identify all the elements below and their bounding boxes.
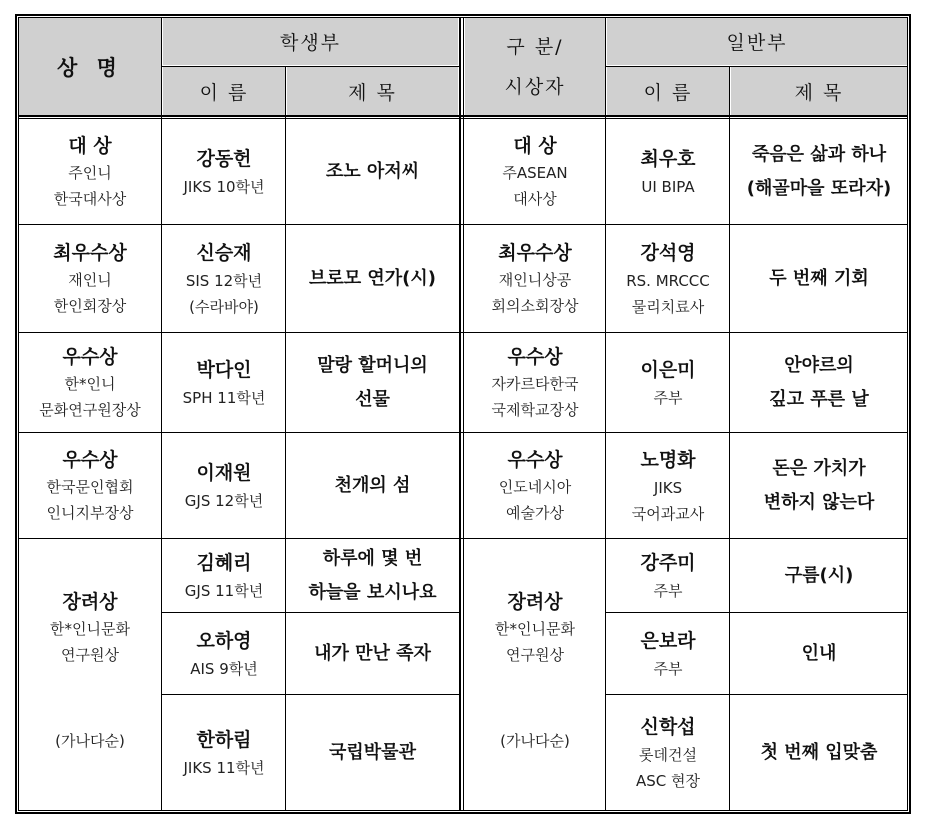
general-title-cell-3 xyxy=(731,334,907,432)
header-category-line1: 구 분/ xyxy=(506,36,564,58)
left-award-cell-5 xyxy=(19,540,161,810)
header-category-cell xyxy=(465,18,605,116)
general-name: 강주미 xyxy=(640,552,696,574)
general-title-cell-7 xyxy=(731,696,907,810)
student-info: JIKS 10학년 xyxy=(183,178,265,196)
general-name-cell-4 xyxy=(607,434,729,538)
student-info: GJS 11학년 xyxy=(184,582,264,600)
general-name-cell-2 xyxy=(607,226,729,332)
student-info: AIS 9학년 xyxy=(190,660,258,678)
right-award-presenter: 한*인니문화 xyxy=(495,620,575,638)
center-divider-right xyxy=(463,17,464,811)
general-name-cell-1 xyxy=(607,120,729,224)
student-name: 강동헌 xyxy=(196,148,252,170)
general-name-cell-5 xyxy=(607,540,729,612)
left-award-presenter: 한국대사상 xyxy=(53,190,127,208)
general-info: 주부 xyxy=(653,389,683,407)
student-name: 오하영 xyxy=(196,630,252,652)
left-award-name: 대 상 xyxy=(68,135,112,157)
left-award-presenter: 연구원상 xyxy=(61,646,119,664)
student-title: 국립박물관 xyxy=(329,742,416,763)
header-general-name-label: 이 름 xyxy=(643,82,693,104)
general-name-cell-3 xyxy=(607,334,729,432)
general-title: 구름(시) xyxy=(784,565,854,586)
col-line-left-1 xyxy=(161,17,162,811)
left-award-presenter: 인니지부장상 xyxy=(46,504,134,522)
center-divider-left xyxy=(459,17,461,811)
sub-row-line-left-2 xyxy=(161,694,459,695)
general-info: JIKS xyxy=(653,479,683,497)
student-name-cell-3 xyxy=(163,334,285,432)
left-award-presenter: 한국문인협회 xyxy=(46,478,134,496)
left-award-cell-2 xyxy=(19,226,161,332)
right-award-presenter: 예술가상 xyxy=(506,504,564,522)
general-info: 물리치료사 xyxy=(631,298,705,316)
general-info: 주부 xyxy=(653,582,683,600)
header-general-title-cell xyxy=(731,67,907,116)
general-title: 두 번째 기회 xyxy=(769,268,869,289)
student-title: 천개의 섬 xyxy=(334,475,411,496)
right-award-name: 대 상 xyxy=(513,135,557,157)
right-award-presenter: 대사상 xyxy=(513,190,557,208)
student-title-cell-1 xyxy=(287,120,458,224)
student-info: (수라바야) xyxy=(189,298,259,316)
student-info: SIS 12학년 xyxy=(185,272,263,290)
general-title: 변하지 않는다 xyxy=(763,492,875,513)
general-info: ASC 현장 xyxy=(635,772,700,790)
header-student-name-label: 이 름 xyxy=(199,82,249,104)
left-award-cell-3 xyxy=(19,334,161,432)
general-name: 은보라 xyxy=(640,630,696,652)
student-title: 하늘을 보시나요 xyxy=(308,582,437,603)
sub-row-line-left-1 xyxy=(161,612,459,613)
student-info: GJS 12학년 xyxy=(184,492,264,510)
student-info: JIKS 11학년 xyxy=(183,759,265,777)
student-title-cell-4 xyxy=(287,434,458,538)
col-line-right-1 xyxy=(605,17,606,811)
student-name: 김혜리 xyxy=(196,552,252,574)
inner-border-right xyxy=(907,17,908,811)
general-title: 돈은 가치가 xyxy=(772,458,866,479)
general-title: 깊고 푸른 날 xyxy=(769,389,869,410)
student-name-cell-2 xyxy=(163,226,285,332)
general-info: 롯데건설 xyxy=(639,746,697,764)
right-award-cell-3 xyxy=(465,334,605,432)
general-info: 주부 xyxy=(653,660,683,678)
outer-border-right xyxy=(909,14,911,814)
left-award-name: 우수상 xyxy=(62,346,118,368)
right-award-presenter: 주ASEAN xyxy=(502,164,568,182)
left-award-name: 최우수상 xyxy=(53,242,127,264)
header-group-line-left xyxy=(162,66,459,67)
student-title-cell-7 xyxy=(287,696,458,810)
left-award-note: (가나다순) xyxy=(55,732,125,750)
general-name-cell-7 xyxy=(607,696,729,810)
student-info: SPH 11학년 xyxy=(182,389,266,407)
right-award-cell-2 xyxy=(465,226,605,332)
header-student-group-cell xyxy=(163,18,458,65)
left-award-presenter: 한*인니 xyxy=(64,375,116,393)
general-title: 죽음은 삶과 하나 xyxy=(751,144,887,165)
right-award-presenter: 연구원상 xyxy=(506,646,564,664)
right-award-presenter: 회의소회장상 xyxy=(491,297,579,315)
general-title-cell-6 xyxy=(731,614,907,694)
header-group-line-right xyxy=(606,66,908,67)
header-student-name-cell xyxy=(163,67,285,116)
general-title-cell-5 xyxy=(731,540,907,612)
student-title: 조노 아저씨 xyxy=(325,161,420,182)
student-title-cell-2 xyxy=(287,226,458,332)
student-title: 브로모 연가(시) xyxy=(308,268,437,289)
award-table xyxy=(15,14,911,814)
right-award-name: 최우수상 xyxy=(498,242,572,264)
header-category-line2: 시상자 xyxy=(504,76,566,98)
general-name: 노명화 xyxy=(640,449,696,471)
student-name: 이재원 xyxy=(196,462,252,484)
header-general-name-cell xyxy=(607,67,729,116)
general-info: RS. MRCCC xyxy=(626,272,710,290)
right-award-cell-1 xyxy=(465,120,605,224)
header-award-cell xyxy=(19,18,161,116)
left-award-presenter: 주인니 xyxy=(68,164,112,182)
student-title-cell-6 xyxy=(287,614,458,694)
student-title-cell-5 xyxy=(287,540,458,612)
left-award-presenter: 문화연구원장상 xyxy=(39,401,141,419)
right-award-name: 우수상 xyxy=(507,346,563,368)
student-title: 내가 만난 족자 xyxy=(314,643,431,664)
row-line-2 xyxy=(18,332,908,333)
student-name-cell-5 xyxy=(163,540,285,612)
row-line-3 xyxy=(18,432,908,433)
sub-row-line-right-1 xyxy=(605,612,908,613)
general-title: (해골마을 또라자) xyxy=(746,178,892,199)
row-line-1 xyxy=(18,224,908,225)
col-line-left-2 xyxy=(285,66,286,811)
left-award-presenter: 한인회장상 xyxy=(53,297,127,315)
right-award-cell-5 xyxy=(465,540,605,810)
header-student-title-cell xyxy=(287,67,458,116)
right-award-cell-4 xyxy=(465,434,605,538)
student-name: 박다인 xyxy=(196,359,252,381)
row-line-4 xyxy=(18,538,908,539)
header-general-group-cell xyxy=(607,18,907,65)
header-general-group-label: 일반부 xyxy=(726,32,788,54)
header-student-title-label: 제 목 xyxy=(348,82,397,104)
right-award-presenter: 인도네시아 xyxy=(498,478,572,496)
inner-border-left xyxy=(18,17,19,811)
right-award-presenter: 재인니상공 xyxy=(498,271,572,289)
col-line-right-2 xyxy=(729,66,730,811)
left-award-cell-4 xyxy=(19,434,161,538)
header-student-group-label: 학생부 xyxy=(279,32,342,54)
student-title: 말랑 할머니의 xyxy=(317,355,428,376)
left-award-name: 우수상 xyxy=(62,449,118,471)
general-title: 안야르의 xyxy=(784,355,854,376)
general-name-cell-6 xyxy=(607,614,729,694)
general-info: UI BIPA xyxy=(641,178,695,196)
left-award-presenter: 재인니 xyxy=(68,271,112,289)
sub-row-line-right-2 xyxy=(605,694,908,695)
general-name: 강석영 xyxy=(640,242,696,264)
student-name-cell-6 xyxy=(163,614,285,694)
header-award-label: 상 명 xyxy=(57,56,123,80)
student-name: 한하림 xyxy=(196,729,252,751)
student-name-cell-4 xyxy=(163,434,285,538)
general-title-cell-2 xyxy=(731,226,907,332)
general-name: 최우호 xyxy=(640,148,696,170)
outer-border-left xyxy=(15,14,17,814)
outer-border-top xyxy=(15,14,911,16)
student-title: 하루에 몇 번 xyxy=(322,548,423,569)
student-name-cell-1 xyxy=(163,120,285,224)
right-award-presenter: 국제학교장상 xyxy=(491,401,579,419)
right-award-name: 장려상 xyxy=(507,591,563,613)
general-title-cell-4 xyxy=(731,434,907,538)
general-name: 신학섭 xyxy=(640,716,696,738)
general-title: 인내 xyxy=(801,643,837,664)
left-award-name: 장려상 xyxy=(62,591,118,613)
right-award-presenter: 자카르타한국 xyxy=(491,375,579,393)
student-name: 신승재 xyxy=(196,242,252,264)
general-title-cell-1 xyxy=(731,120,907,224)
left-award-presenter: 한*인니문화 xyxy=(50,620,130,638)
general-name: 이은미 xyxy=(640,359,696,381)
right-award-note: (가나다순) xyxy=(500,732,570,750)
right-award-name: 우수상 xyxy=(507,449,563,471)
general-title: 첫 번째 입맞춤 xyxy=(760,742,878,763)
header-general-title-label: 제 목 xyxy=(794,82,844,104)
left-award-cell-1 xyxy=(19,120,161,224)
general-info: 국어과교사 xyxy=(631,505,705,523)
student-name-cell-7 xyxy=(163,696,285,810)
outer-border-bottom xyxy=(15,812,911,814)
student-title-cell-3 xyxy=(287,334,458,432)
student-title: 선물 xyxy=(355,389,390,410)
